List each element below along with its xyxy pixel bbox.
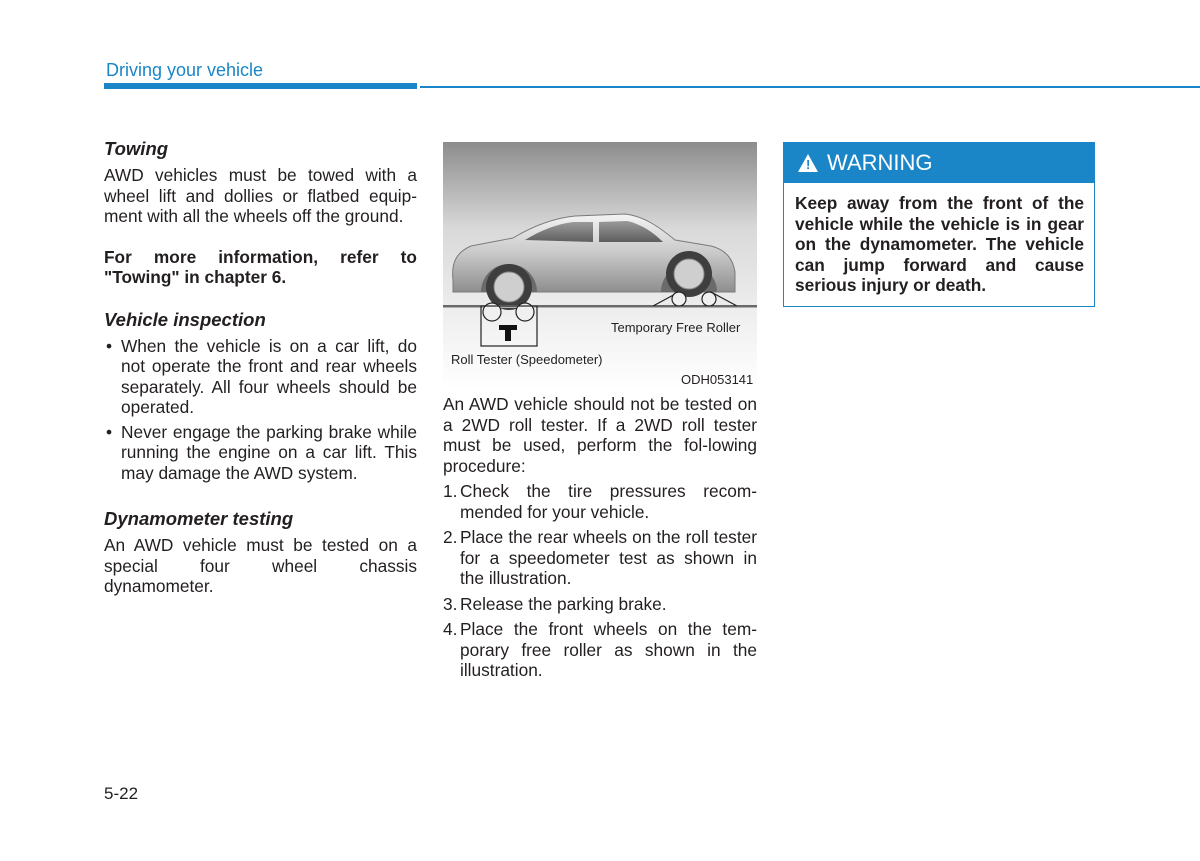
warning-title: WARNING [827, 150, 933, 175]
step-number: 2. [443, 527, 458, 547]
warning-box [783, 142, 1095, 307]
step-text: Check the tire pressures recom-mended for your vehicle. [460, 481, 757, 522]
towing-body: AWD vehicles must be towed with a wheel lift and dollies or flatbed equip-ment with all the wheels off the ground. [104, 165, 417, 226]
list-item: • When the vehicle is on a car lift, do not operate the front and rear wheels separately. All four wheels should be operated. [106, 335, 417, 417]
bullet-text: Never engage the parking brake while running the engine on a car lift. This may damage the AWD system. [121, 421, 417, 483]
list-item [443, 594, 757, 615]
warning-text: Keep away from the front of the vehicle while the vehicle is in gear on the dynamometer. The vehicle can jump forward and cause serious injury or death. [795, 193, 1084, 295]
dynamometer-heading: Dynamometer testing [104, 508, 294, 529]
step-number: 3. [443, 593, 458, 614]
header-rule-thick [104, 83, 417, 89]
dynamometer-illustration [443, 142, 757, 390]
procedure-intro: An AWD vehicle should not be tested on a 2WD roll tester. If a 2WD roll tester must be used, perform the fol-lowing procedure: [443, 394, 757, 476]
step-text: Place the rear wheels on the roll tester for a speedometer test as shown in the illustration. [460, 527, 757, 588]
list-item: • Never engage the parking brake while running the engine on a car lift. This may damage the AWD system. [106, 421, 417, 483]
page-number: 5-22 [104, 784, 139, 803]
list-item [443, 619, 757, 681]
towing-note: For more information, refer to "Towing" in chapter 6. [104, 246, 417, 287]
warning-header [784, 143, 1094, 183]
bullet-text: When the vehicle is on a car lift, do not operate the front and rear wheels separately. All four wheels should be operated. [121, 335, 417, 417]
step-text: Place the front wheels on the tem-porary free roller as shown in the illustration. [460, 619, 757, 680]
header-rule-thin [420, 86, 1200, 88]
towing-heading: Towing [104, 138, 169, 159]
temporary-free-roller-label: Temporary Free Roller [611, 320, 741, 335]
roll-tester-label: Roll Tester (Speedometer) [451, 352, 603, 367]
figure-code: ODH053141 [681, 372, 754, 387]
step-number: 4. [443, 619, 458, 639]
step-number: 1. [443, 481, 458, 501]
middle-column [443, 394, 757, 686]
list-item [443, 527, 757, 589]
left-column [104, 137, 417, 597]
warning-triangle-icon: ! [798, 154, 818, 172]
list-item [443, 481, 757, 522]
inspection-heading: Vehicle inspection [104, 308, 266, 330]
header-title: Driving your vehicle [106, 60, 264, 80]
dynamometer-body: An AWD vehicle must be tested on a special four wheel chassis dynamometer. [104, 535, 417, 596]
step-text: Release the parking brake. [460, 593, 667, 614]
